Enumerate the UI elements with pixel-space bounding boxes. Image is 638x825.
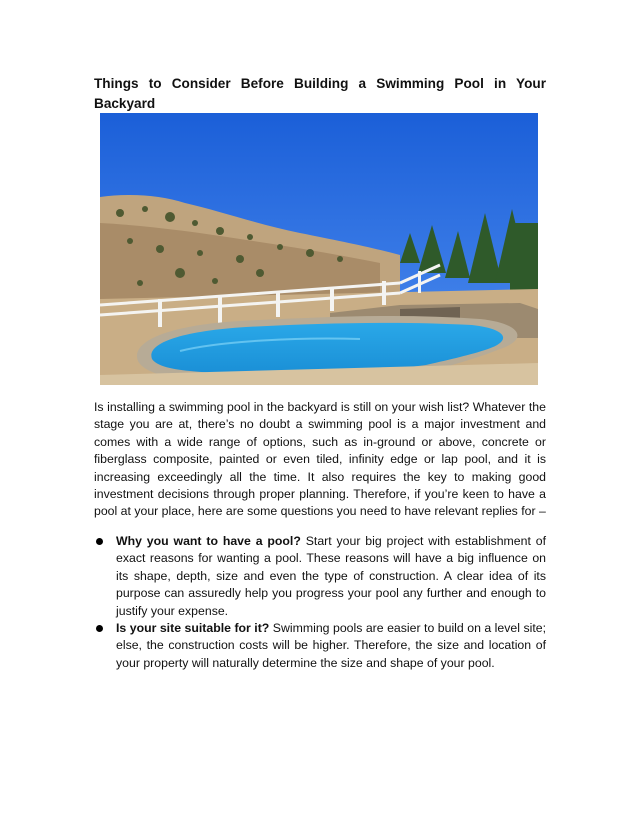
bullet-heading: Is your site suitable for it? [116, 621, 270, 636]
bullet-text: Swimming pools are easier to build on a level site; else, the construction costs will be higher. Therefore, the size and location of your property will naturally determine the size and shape of your pool. [116, 621, 546, 670]
list-item [94, 533, 546, 620]
page-title: Things to Consider Before Building a Swimming Pool in Your Backyard [94, 76, 546, 111]
bullet-icon [96, 538, 103, 545]
bullet-text: Start your big project with establishment of exact reasons for wanting a pool. These reasons will have a big influence on its shape, depth, size and even the type of construction. A clear idea of its purpose can assuredly help you progress your pool any further and enough to justify your expense. [116, 534, 546, 618]
bullet-icon [96, 625, 103, 632]
intro-paragraph: Is installing a swimming pool in the backyard is still on your wish list? Whatever the stage you are at, there’s no doubt a swimming pool is a major investment and comes with a wide range of options, such as in-ground or above, concrete or fiberglass composite, painted or even tiled, infinity edge or lap pool, and it is increasing exceedingly all the time. It also requires the key to making good investment decisions through proper planning. Therefore, if you’re keen to have a pool at your place, here are some questions you need to have relevant replies for – [94, 400, 546, 519]
bullet-heading: Why you want to have a pool? [116, 534, 301, 548]
pool-photo [100, 113, 538, 385]
question-list [94, 533, 546, 672]
list-item [94, 620, 546, 672]
